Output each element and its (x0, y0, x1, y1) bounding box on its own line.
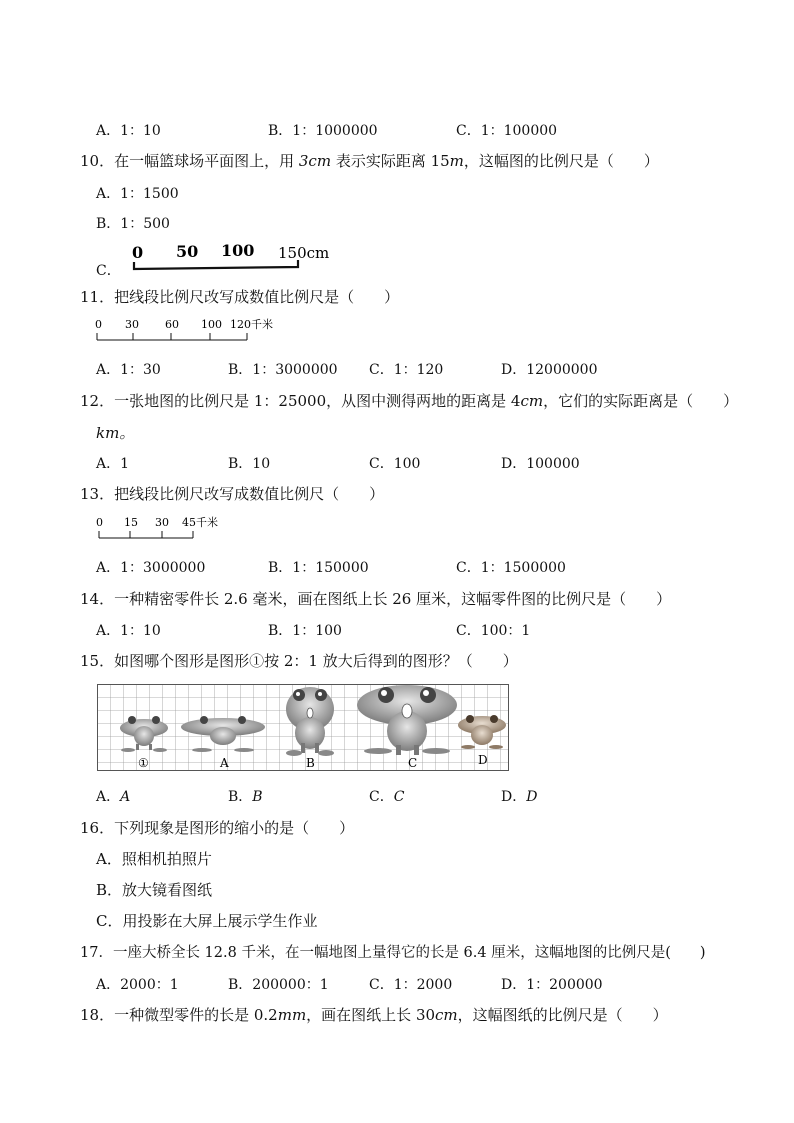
q12-text-b: ，它们的实际距离是（ ） (543, 392, 739, 410)
q15-option-b-label: B． (228, 789, 253, 805)
q15-option-b (228, 786, 263, 806)
q11-scale-label: 120千米 (230, 318, 273, 331)
question-17: 17．一座大桥全长 12.8 千米，在一幅地图上量得它的长是 6.4 厘米，这幅地图的比例尺是( ) (80, 945, 706, 961)
q13-scale-label: 0 (96, 516, 103, 529)
q15-option-a-value: A (120, 789, 131, 805)
q11-scale-label: 100 (201, 318, 222, 331)
q18-text-a: 18．一种微型零件的长是 0.2 (80, 1006, 278, 1024)
q12-option-c: C．100 (369, 456, 421, 472)
q17-option-c: C．1：2000 (369, 977, 453, 993)
question-13: 13．把线段比例尺改写成数值比例尺（ ） (80, 485, 385, 503)
q13-scale-label: 15 (124, 516, 138, 529)
q10-unit-a: 3cm (298, 152, 332, 170)
q13-option-a: A．1：3000000 (96, 560, 206, 576)
frog-label-a: A (220, 756, 229, 770)
q10-scale-bar (120, 240, 340, 274)
q15-option-a-label: A． (96, 789, 121, 805)
q11-option-a: A．1：30 (96, 362, 161, 378)
q13-option-c: C．1：1500000 (456, 560, 566, 576)
q9-option-b: B．1：1000000 (268, 123, 378, 139)
q13-option-b: B．1：150000 (268, 560, 369, 576)
q18-text-b: ，画在图纸上长 30 (306, 1006, 436, 1024)
question-10 (80, 150, 659, 171)
frog-label-d: D (478, 753, 488, 767)
q12-option-b: B．10 (228, 456, 271, 472)
q12-line-2: km。 (96, 424, 135, 442)
q13-scale-label: 30 (155, 516, 169, 529)
question-18 (80, 1004, 668, 1025)
q10-scale-label: 0 (132, 243, 144, 262)
question-15: 15．如图哪个图形是图形①按 2：1 放大后得到的图形？（ ） (80, 652, 518, 670)
q11-option-c: C．1：120 (369, 362, 444, 378)
q15-option-c (369, 786, 404, 806)
q18-text-c: ，这幅图纸的比例尺是（ ） (457, 1006, 668, 1024)
q15-option-a (96, 786, 130, 806)
q16-option-b: B．放大镜看图纸 (96, 881, 213, 899)
q10-option-b: B．1：500 (96, 216, 170, 232)
q15-frog-grid-figure (96, 683, 512, 773)
question-16: 16．下列现象是图形的缩小的是（ ） (80, 819, 355, 837)
q11-scale-bar (88, 316, 288, 346)
q10-text-c: ，这幅图的比例尺是（ ） (463, 152, 659, 170)
q9-option-c: C．1：100000 (456, 123, 558, 139)
frog-label-c: C (408, 756, 418, 770)
q12-text-a: 12．一张地图的比例尺是 1：25000，从图中测得两地的距离是 4 (80, 392, 521, 410)
q11-option-b: B．1：3000000 (228, 362, 338, 378)
q10-scale-label: 150cm (278, 244, 330, 262)
q18-unit-b: cm (435, 1006, 458, 1024)
q15-option-d-value: D (526, 789, 538, 805)
q11-scale-label: 30 (125, 318, 139, 331)
q16-option-c: C．用投影在大屏上展示学生作业 (96, 912, 318, 930)
q10-option-c: C． (96, 263, 121, 279)
frog-label-b: B (306, 756, 315, 770)
q17-option-b: B．200000：1 (228, 977, 329, 993)
q12-option-a: A．1 (96, 456, 130, 472)
q13-scale-label: 45千米 (182, 516, 218, 529)
q18-unit-a: mm (277, 1006, 307, 1024)
q9-option-a: A．1：10 (96, 123, 161, 139)
q16-option-a: A．照相机拍照片 (96, 850, 212, 868)
q10-number: 10． (80, 152, 115, 170)
q15-option-d-label: D． (501, 789, 527, 805)
q10-text-a: 在一幅篮球场平面图上，用 (114, 152, 299, 170)
q12-option-d: D．100000 (501, 456, 580, 472)
q10-text-b: 表示实际距离 15 (331, 152, 450, 170)
q17-option-d: D．1：200000 (501, 977, 603, 993)
question-12 (80, 390, 738, 411)
q15-option-c-value: C (393, 789, 405, 805)
q12-unit-a: cm (520, 392, 544, 410)
question-11: 11．把线段比例尺改写成数值比例尺是（ ） (80, 288, 400, 306)
q13-scale-bar (90, 514, 250, 544)
question-14: 14．一种精密零件长 2.6 毫米，画在图纸上长 26 厘米，这幅零件图的比例尺是（ ） (80, 590, 672, 608)
q14-option-c: C．100：1 (456, 623, 531, 639)
q11-option-d: D．12000000 (501, 362, 598, 378)
q14-option-a: A．1：10 (96, 623, 161, 639)
q15-option-b-value: B (252, 789, 263, 805)
q11-scale-label: 60 (165, 318, 179, 331)
frog-label-1: ① (138, 756, 149, 770)
q15-option-c-label: C． (369, 789, 394, 805)
q10-scale-label: 100 (221, 241, 255, 260)
q11-scale-label: 0 (95, 318, 102, 331)
q10-option-a: A．1：1500 (96, 186, 179, 202)
q10-unit-b: m (449, 152, 464, 170)
q10-scale-label: 50 (176, 242, 199, 261)
q15-option-d (501, 786, 537, 806)
q14-option-b: B．1：100 (268, 623, 342, 639)
q17-option-a: A．2000：1 (96, 977, 179, 993)
